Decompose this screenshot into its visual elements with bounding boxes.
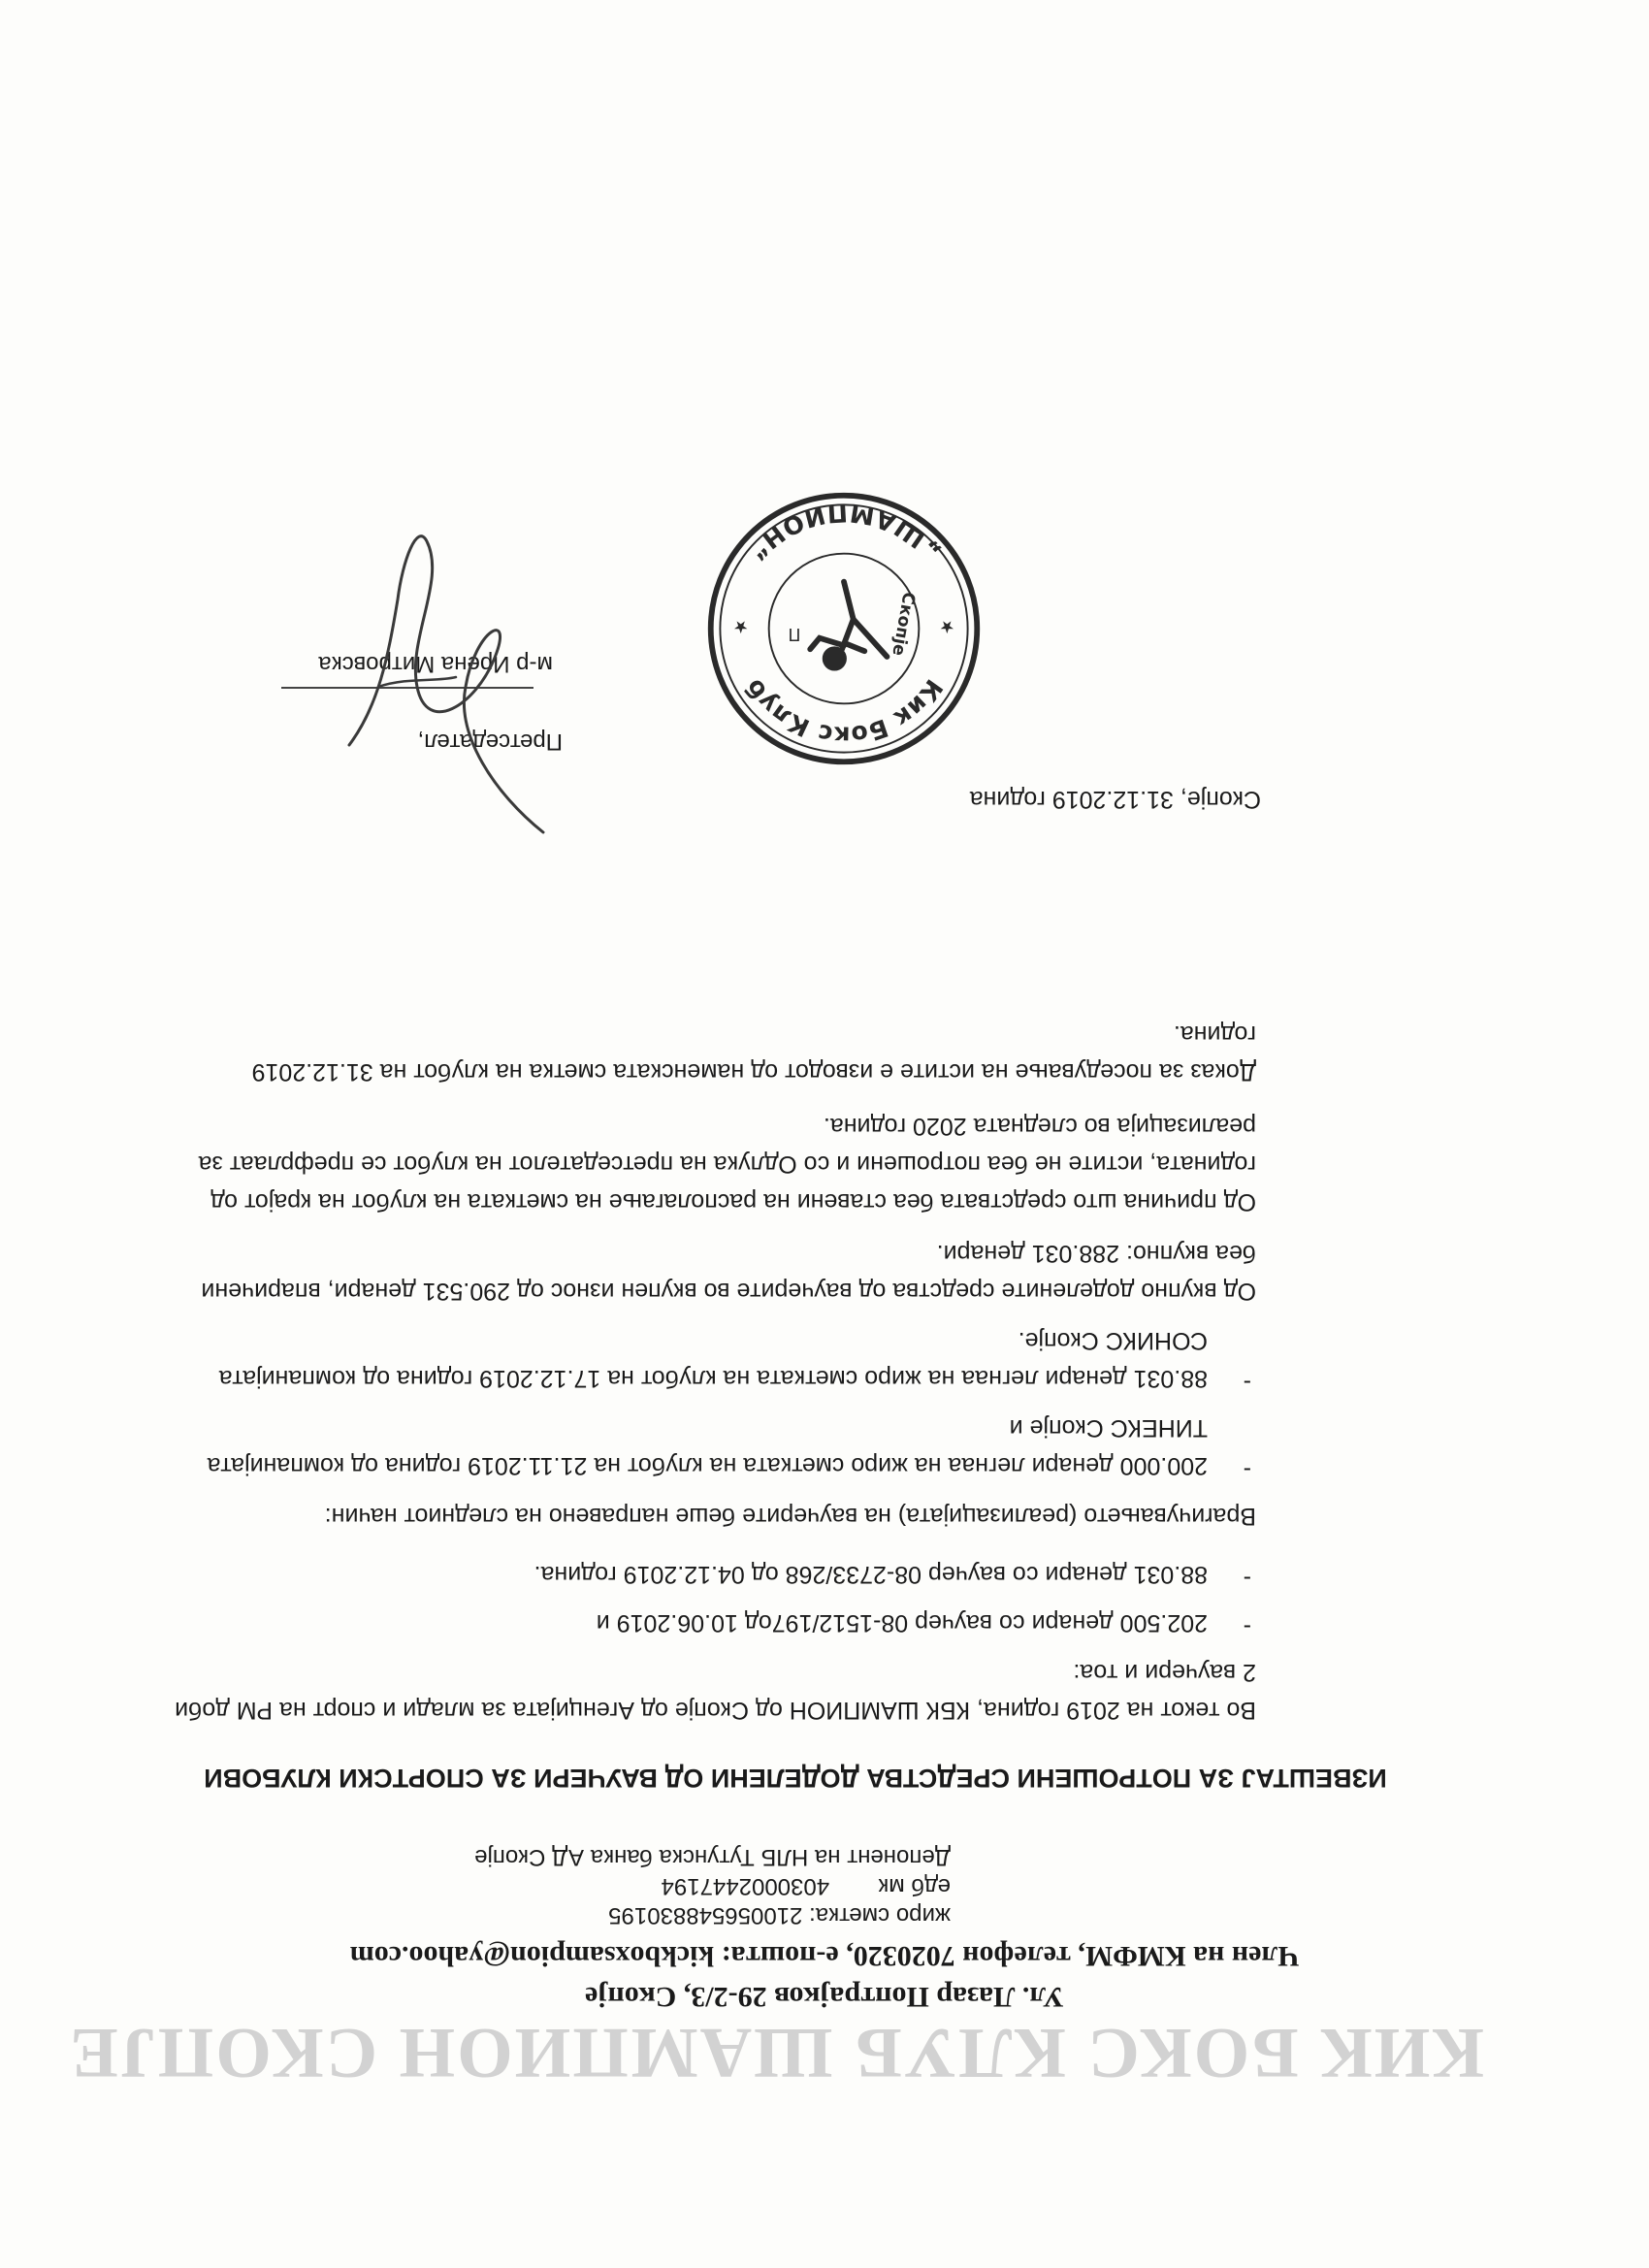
tax-id-line	[662, 1872, 951, 1899]
stamp-star-left-icon: ★	[939, 616, 955, 636]
handwritten-signature	[320, 502, 572, 852]
payment-2-marker: -	[1243, 1370, 1251, 1397]
payment-1: 200.000 денари легнаа на жиро сметката на клубот на 21.11.2019 година од компанијата ТИНЕКС Скопје и	[207, 1414, 1208, 1479]
unspent-note: Од причина што средствата беа ставени на располагање на сметката на клубот на крајот од годината, истите не беа потрошени и со Одлука на претседателот на клубот се префрлаат за реализација во следната 2020 година.	[198, 1113, 1256, 1215]
voucher-1-marker: -	[1243, 1614, 1251, 1641]
letterhead-address-block	[146, 1938, 1504, 2014]
summary-paragraph: Од вкупно доделените средства од ваучерите во вкупен износ од 290.531 денари, впаричени беа вкупно: 288.031 денари.	[201, 1240, 1256, 1305]
report-intro: Во текот на 2019 година, КБК ШАМПИОН од Скопје од Агенцијата за млади и спорт на РМ доби 2 ваучери и тоа:	[175, 1659, 1256, 1724]
city-date: Скопје, 31.12.2019 година	[969, 786, 1261, 813]
payment-1-marker: -	[1243, 1457, 1251, 1484]
bank-account: жиро сметка: 210056548830195	[608, 1902, 951, 1928]
tax-id-number: 4030002447194	[661, 1873, 830, 1899]
depositary: Депонент на НЛБ Тутунска банка АД Скопје	[474, 1844, 951, 1870]
letterhead-club-name: КИК БОКС КЛУБ ШАМПИОН СКОПЈЕ	[68, 2013, 1484, 2092]
stamp-inner-left: Скопје	[888, 590, 919, 658]
tax-id-label: едб мк	[878, 1873, 951, 1899]
club-stamp	[703, 488, 985, 769]
letterhead-address: Ул. Лазар Поптрајков 29-2/3, Скопје	[585, 1981, 1064, 2013]
cashing-intro: Вparичувањето (реализацијата) на ваучерите беше направено на следниот начин:	[324, 1503, 1256, 1530]
kickboxer-figure-icon	[810, 582, 887, 668]
stamp-bottom-arc: „ШАМПИОН“	[742, 499, 946, 567]
voucher-2: 88.031 денари со ваучер 08-2733/268 од 04.12.2019 година.	[534, 1561, 1208, 1588]
signer-role: Претседател,	[417, 729, 563, 755]
letterhead-contact: Член на КМФМ, телефон 7020320, е-пошта: kickboxsampion@yahoo.com	[349, 1940, 1300, 1972]
payment-2: 88.031 денари легнаа на жиро сметката на клубот на 17.12.2019 година од компанијата СОНИКС Скопје.	[218, 1327, 1208, 1392]
stamp-inner-right: П	[788, 624, 801, 643]
stamp-star-right-icon: ★	[732, 616, 749, 636]
signer-name: м-р Ирена Митровска	[318, 651, 553, 677]
voucher-1: 202.500 денари со ваучер 08-1512/197од 10.06.2019 и	[596, 1609, 1208, 1636]
voucher-2-marker: -	[1243, 1566, 1251, 1593]
proof-note: Доказ за поседување на истите е изводот од наменската сметка на клубот на 31.12.2019 година.	[251, 1021, 1256, 1085]
stamp-top-arc: Кик Бокс Клуб	[739, 673, 949, 750]
report-title: ИЗВЕШТАЈ ЗА ПОТРОШЕНИ СРЕДСТВА ДОДЕЛЕНИ ОД ВАУЧЕРИ ЗА СПОРТСКИ КЛУБОВИ	[204, 1764, 1387, 1793]
